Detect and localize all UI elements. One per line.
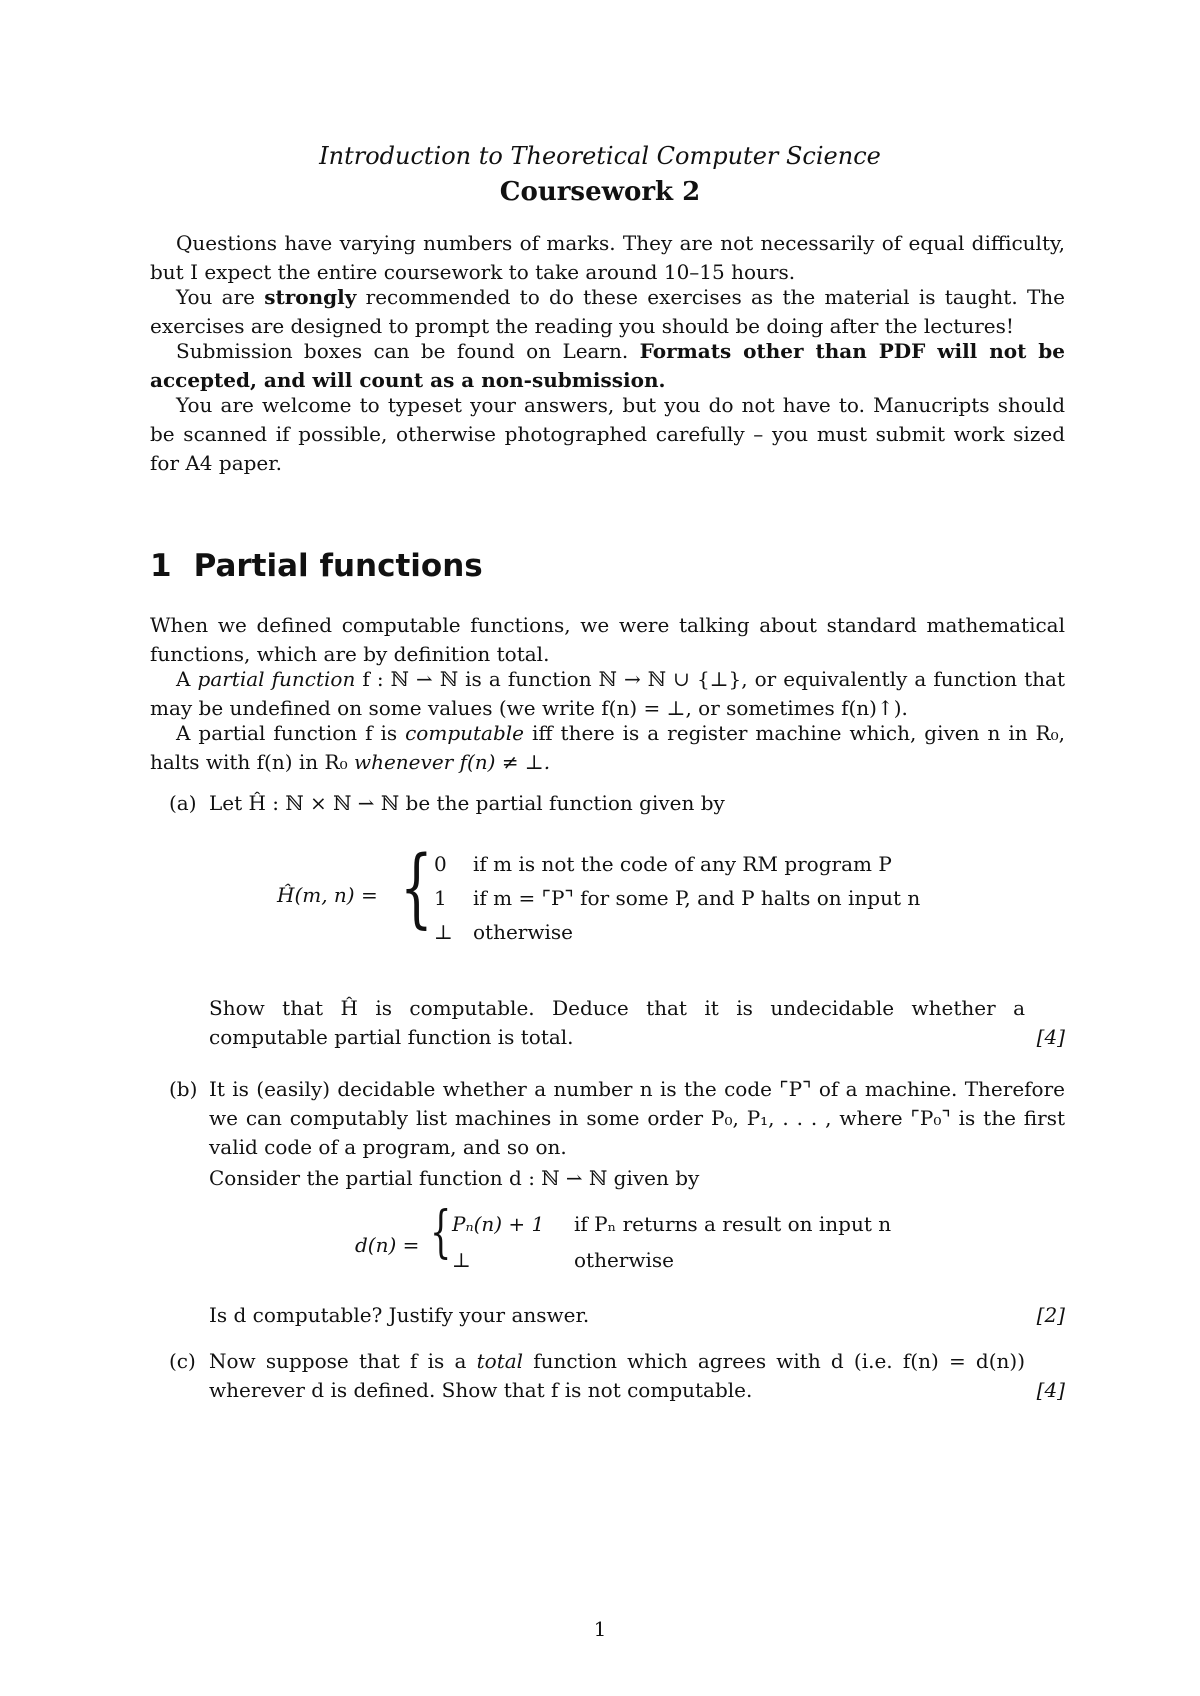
section-paragraph-2: A partial function f : ℕ ⇀ ℕ is a function ℕ → ℕ ∪ {⊥}, or equivalently a function that may be undefined on some values (we write f(n) = ⊥, or sometimes f(n)↑). — [150, 667, 1065, 720]
intro-paragraph-1: Questions have varying numbers of marks. They are not necessarily of equal difficulty, but I expect the entire coursework to take around 10–15 hours. — [150, 231, 1065, 284]
item-b-text-3: Is d computable? Justify your answer. [2] — [209, 1301, 1065, 1330]
item-a-case-cond: if m = ⌜P⌝ for some P, and P halts on input n — [473, 886, 921, 910]
coursework-title: Coursework 2 — [499, 177, 701, 207]
section-title: Partial functions — [193, 548, 483, 584]
item-b-case-cond: otherwise — [574, 1248, 674, 1272]
item-a-case-value: 1 — [434, 886, 447, 910]
item-b-brace: { — [430, 1200, 452, 1265]
item-a-case-value: ⊥ — [434, 920, 453, 944]
item-a-case-cond: otherwise — [473, 920, 573, 944]
item-a-mark: [4] — [1036, 1025, 1065, 1049]
item-a-equation — [0, 838, 1200, 970]
item-a-intro: Let Ĥ : ℕ × ℕ ⇀ ℕ be the partial function given by — [209, 791, 725, 815]
item-b-eq-lhs: d(n) = — [355, 1233, 420, 1257]
item-b-text-2: Consider the partial function d : ℕ ⇀ ℕ given by — [209, 1166, 700, 1190]
intro-paragraph-4: You are welcome to typeset your answers, but you do not have to. Manucripts should be scanned if possible, otherwise photographed carefully – you must submit work sized for A4 paper. — [150, 393, 1065, 475]
section-number: 1 — [150, 548, 172, 584]
section-paragraph-3: A partial function f is computable iff there is a register machine which, given n in R₀, halts with f(n) in R₀ whenever f(n) ≠ ⊥. — [150, 721, 1065, 774]
item-a-case-value: 0 — [434, 852, 447, 876]
intro-paragraph-2: You are strongly recommended to do these exercises as the material is taught. The exercises are designed to prompt the reading you should be doing after the lectures! — [150, 285, 1066, 338]
course-title: Introduction to Theoretical Computer Science — [319, 142, 881, 170]
item-b-case-cond: if Pₙ returns a result on input n — [574, 1212, 892, 1236]
item-b-case-value: ⊥ — [452, 1248, 471, 1272]
item-a-eq-lhs: Ĥ(m, n) = — [277, 883, 378, 907]
item-b-case-value: Pₙ(n) + 1 — [452, 1212, 545, 1236]
section-heading — [150, 548, 483, 584]
item-c-text: Now suppose that f is a total function which agrees with d (i.e. f(n) = d(n)) wherever d is defined. Show that f is not computable. [4] — [209, 1347, 1065, 1405]
item-c-mark: [4] — [1036, 1378, 1065, 1402]
item-a-case-cond: if m is not the code of any RM program P — [473, 852, 892, 876]
item-a-brace: { — [400, 838, 433, 938]
item-a-text: Show that Ĥ is computable. Deduce that it is undecidable whether a computable partial function is total. [4] — [209, 994, 1065, 1052]
item-b-mark: [2] — [1036, 1303, 1065, 1327]
intro-paragraph-3: Submission boxes can be found on Learn. Formats other than PDF will not be accepted, and will count as a non-submission. — [150, 339, 1065, 392]
section-paragraph-1: When we defined computable functions, we were talking about standard mathematical functions, which are by definition total. — [150, 613, 1065, 666]
item-a-label: (a) — [169, 791, 197, 815]
page-number: 1 — [593, 1617, 607, 1641]
item-b-equation — [0, 1200, 1200, 1290]
item-c-label: (c) — [169, 1349, 196, 1373]
item-b-text-1: It is (easily) decidable whether a number n is the code ⌜P⌝ of a machine. Therefore we can computably list machines in some order P₀, P₁, . . . , where ⌜P₀⌝ is the first valid code of a program, and so on. — [209, 1077, 1065, 1159]
item-b-label: (b) — [169, 1077, 198, 1101]
